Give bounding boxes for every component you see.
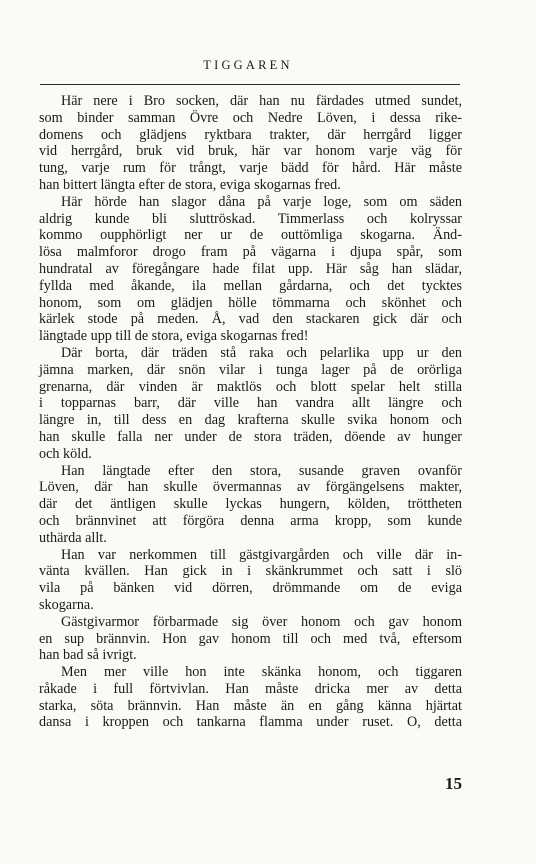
paragraph xyxy=(39,664,462,731)
paragraph xyxy=(39,93,462,194)
text-line: Han var nerkommen till gästgivargården och ville där in- xyxy=(61,546,462,563)
text-line: som binder samman Övre och Nedre Löven, i dessa rike- xyxy=(39,109,462,126)
text-line: i topparnas barr, där ville han vandra allt längre och xyxy=(39,395,462,412)
text-line: Han längtade efter den stora, susande graven ovanför xyxy=(61,462,462,479)
paragraph xyxy=(39,194,462,345)
text-line: kärlek stode på meden. Å, vad den stackaren gick där och xyxy=(39,311,462,328)
text-line: längtade upp till de stora, eviga skogarnas fred! xyxy=(39,328,309,345)
text-line: tung, varje rum för trångt, varje bädd för hård. Här måste xyxy=(39,160,462,177)
text-line: han bad så ivrigt. xyxy=(39,647,137,664)
running-head: TIGGAREN xyxy=(203,58,293,72)
text-line: han skulle falla ner under de stora träden, döende av hunger xyxy=(39,428,462,445)
text-line: längre in, till dess en dag krafterna skulle svika honom och xyxy=(39,412,462,429)
text-line: lösa malmforor drogo fram på vägarna i djupa spår, som xyxy=(39,244,462,261)
text-line: och brännvinet att förgöra denna arma kropp, som kunde xyxy=(39,512,462,529)
text-line: aldrig kunde bli sluttröskad. Timmerlass och kolryssar xyxy=(39,210,462,227)
text-line: vila på bänken vid dörren, drömmande om de eviga xyxy=(39,580,462,597)
text-line: råkade i full förtvivlan. Han måste dricka mer av detta xyxy=(39,680,462,697)
text-line: fyllda med åkande, ila mellan gårdarna, och det tycktes xyxy=(39,277,462,294)
text-line: jämna marken, där snön vilar i tunga lager på de orörliga xyxy=(39,361,462,378)
text-line: honom, som om glädjen hölle tömmarna och skönhet och xyxy=(39,294,462,311)
text-line: domens och glädjens ryktbara trakter, där herrgård ligger xyxy=(39,126,462,143)
text-line: skogarna. xyxy=(39,596,94,613)
text-line: vid herrgård, bruk vid bruk, här var honom varje väg för xyxy=(39,143,462,160)
text-line: Gästgivarmor förbarmade sig över honom och gav honom xyxy=(61,613,462,630)
text-line: och köld. xyxy=(39,445,92,462)
text-line: Där borta, där träden stå raka och pelarlika upp ur den xyxy=(61,344,462,361)
text-line: han bittert längta efter de stora, eviga skogarnas fred. xyxy=(39,176,341,193)
text-line: Här hörde han slagor dåna på varje loge, som om säden xyxy=(61,193,462,210)
header-rule xyxy=(40,84,460,85)
paragraph xyxy=(39,547,462,614)
text-line: där det äntligen skulle lyckas hungern, kölden, tröttheten xyxy=(39,496,462,513)
text-line: Men mer ville hon inte skänka honom, och tiggaren xyxy=(61,664,462,681)
body-text xyxy=(39,93,462,731)
text-line: Här nere i Bro socken, där han nu färdades utmed sundet, xyxy=(61,93,462,109)
text-line: en sup brännvin. Hon gav honom till och med två, eftersom xyxy=(39,630,462,647)
text-line: Löven, där han skulle övermannas av förgängelsens makter, xyxy=(39,479,462,496)
text-line: uthärda allt. xyxy=(39,529,107,546)
text-line: hundratal av föregångare hade filat upp. Här såg han slädar, xyxy=(39,260,462,277)
paragraph xyxy=(39,614,462,664)
text-line: kommo oupphörligt ner ur de outtömliga skogarna. Änd- xyxy=(39,227,462,244)
text-line: grenarna, där vinden är maktlös och blott spelar helt stilla xyxy=(39,378,462,395)
page-number: 15 xyxy=(445,774,462,793)
text-line: vänta kvällen. Han gick in i skänkrummet och satt i slö xyxy=(39,563,462,580)
paragraph xyxy=(39,345,462,463)
text-line: dansa i kroppen och tankarna flamma under ruset. O, detta xyxy=(39,714,462,731)
text-line: starka, söta brännvin. Han måste än en gång känna hjärtat xyxy=(39,697,462,714)
paragraph xyxy=(39,463,462,547)
